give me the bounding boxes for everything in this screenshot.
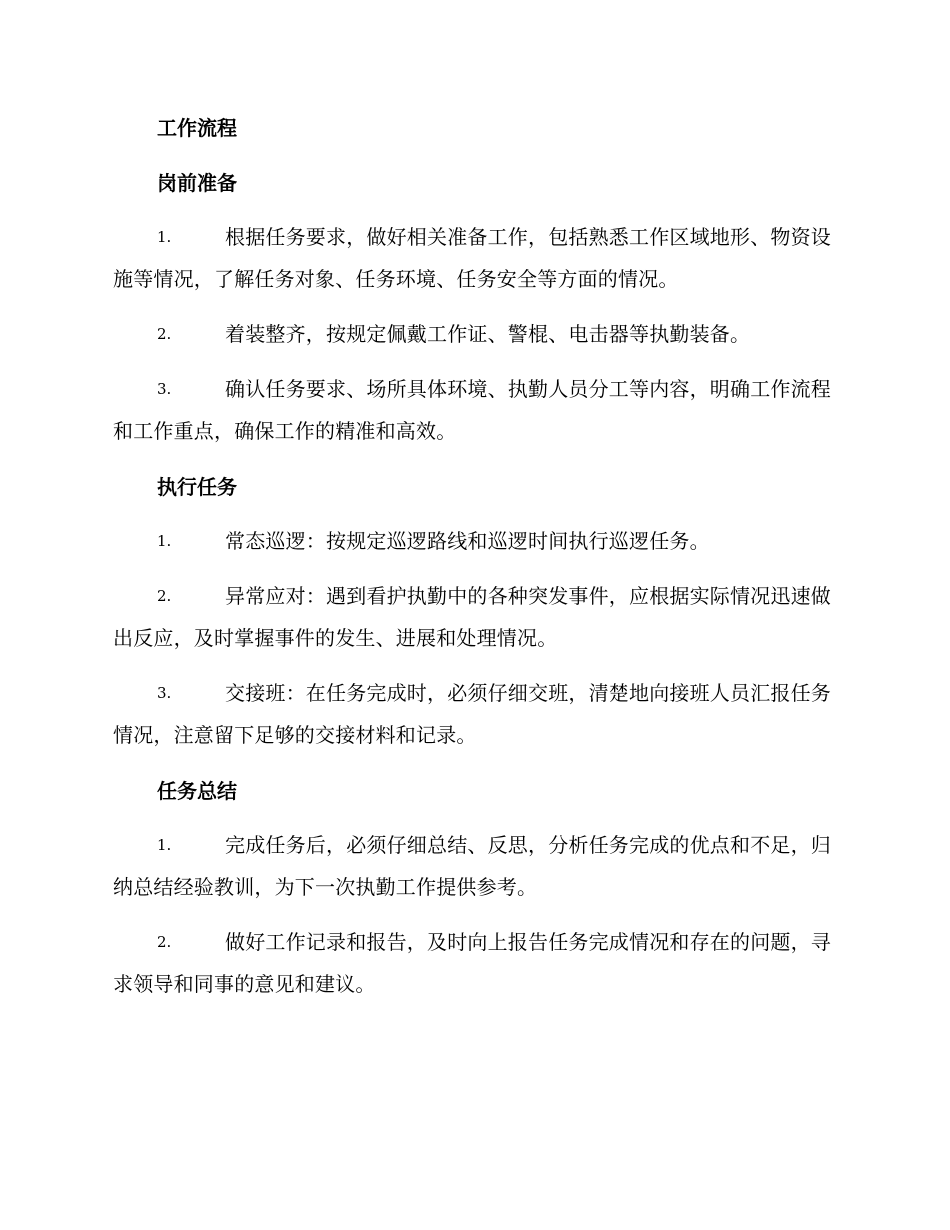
list-item <box>113 313 838 355</box>
list-item-text: 完成任务后，必须仔细总结、反思，分析任务完成的优点和不足，归纳总结经验教训，为下一次执勤工作提供参考。 <box>113 833 831 899</box>
list-item-number: 3. <box>157 380 172 398</box>
list-item-number: 2. <box>157 325 172 343</box>
list-item <box>113 672 838 756</box>
section-heading-execution: 执行任务 <box>157 475 237 499</box>
list-item <box>113 921 838 1005</box>
list-item-number: 1. <box>157 228 172 246</box>
list-item <box>113 575 838 659</box>
list-item-number: 1. <box>157 836 172 854</box>
list-item <box>113 368 838 452</box>
list-item-text: 交接班：在任务完成时，必须仔细交班，清楚地向接班人员汇报任务情况，注意留下足够的交接材料和记录。 <box>113 681 831 747</box>
list-item-text: 异常应对：遇到看护执勤中的各种突发事件，应根据实际情况迅速做出反应，及时掌握事件的发生、进展和处理情况。 <box>113 584 831 650</box>
list-item-text: 确认任务要求、场所具体环境、执勤人员分工等内容，明确工作流程和工作重点，确保工作的精准和高效。 <box>113 377 831 443</box>
document-title: 工作流程 <box>157 116 237 140</box>
section-heading-summary: 任务总结 <box>157 779 237 803</box>
list-item-text: 做好工作记录和报告，及时向上报告任务完成情况和存在的问题，寻求领导和同事的意见和建议。 <box>113 930 831 996</box>
list-item-number: 1. <box>157 532 172 550</box>
list-item-number: 2. <box>157 933 172 951</box>
list-item <box>113 520 838 562</box>
list-item <box>113 824 838 908</box>
list-item-text: 根据任务要求，做好相关准备工作，包括熟悉工作区域地形、物资设施等情况，了解任务对象、任务环境、任务安全等方面的情况。 <box>113 225 831 291</box>
list-item-number: 2. <box>157 587 172 605</box>
list-item-number: 3. <box>157 684 172 702</box>
section-heading-preparation: 岗前准备 <box>157 171 237 195</box>
list-item-text: 常态巡逻：按规定巡逻路线和巡逻时间执行巡逻任务。 <box>225 529 710 553</box>
list-item <box>113 216 838 300</box>
list-item-text: 着装整齐，按规定佩戴工作证、警棍、电击器等执勤装备。 <box>225 322 751 346</box>
